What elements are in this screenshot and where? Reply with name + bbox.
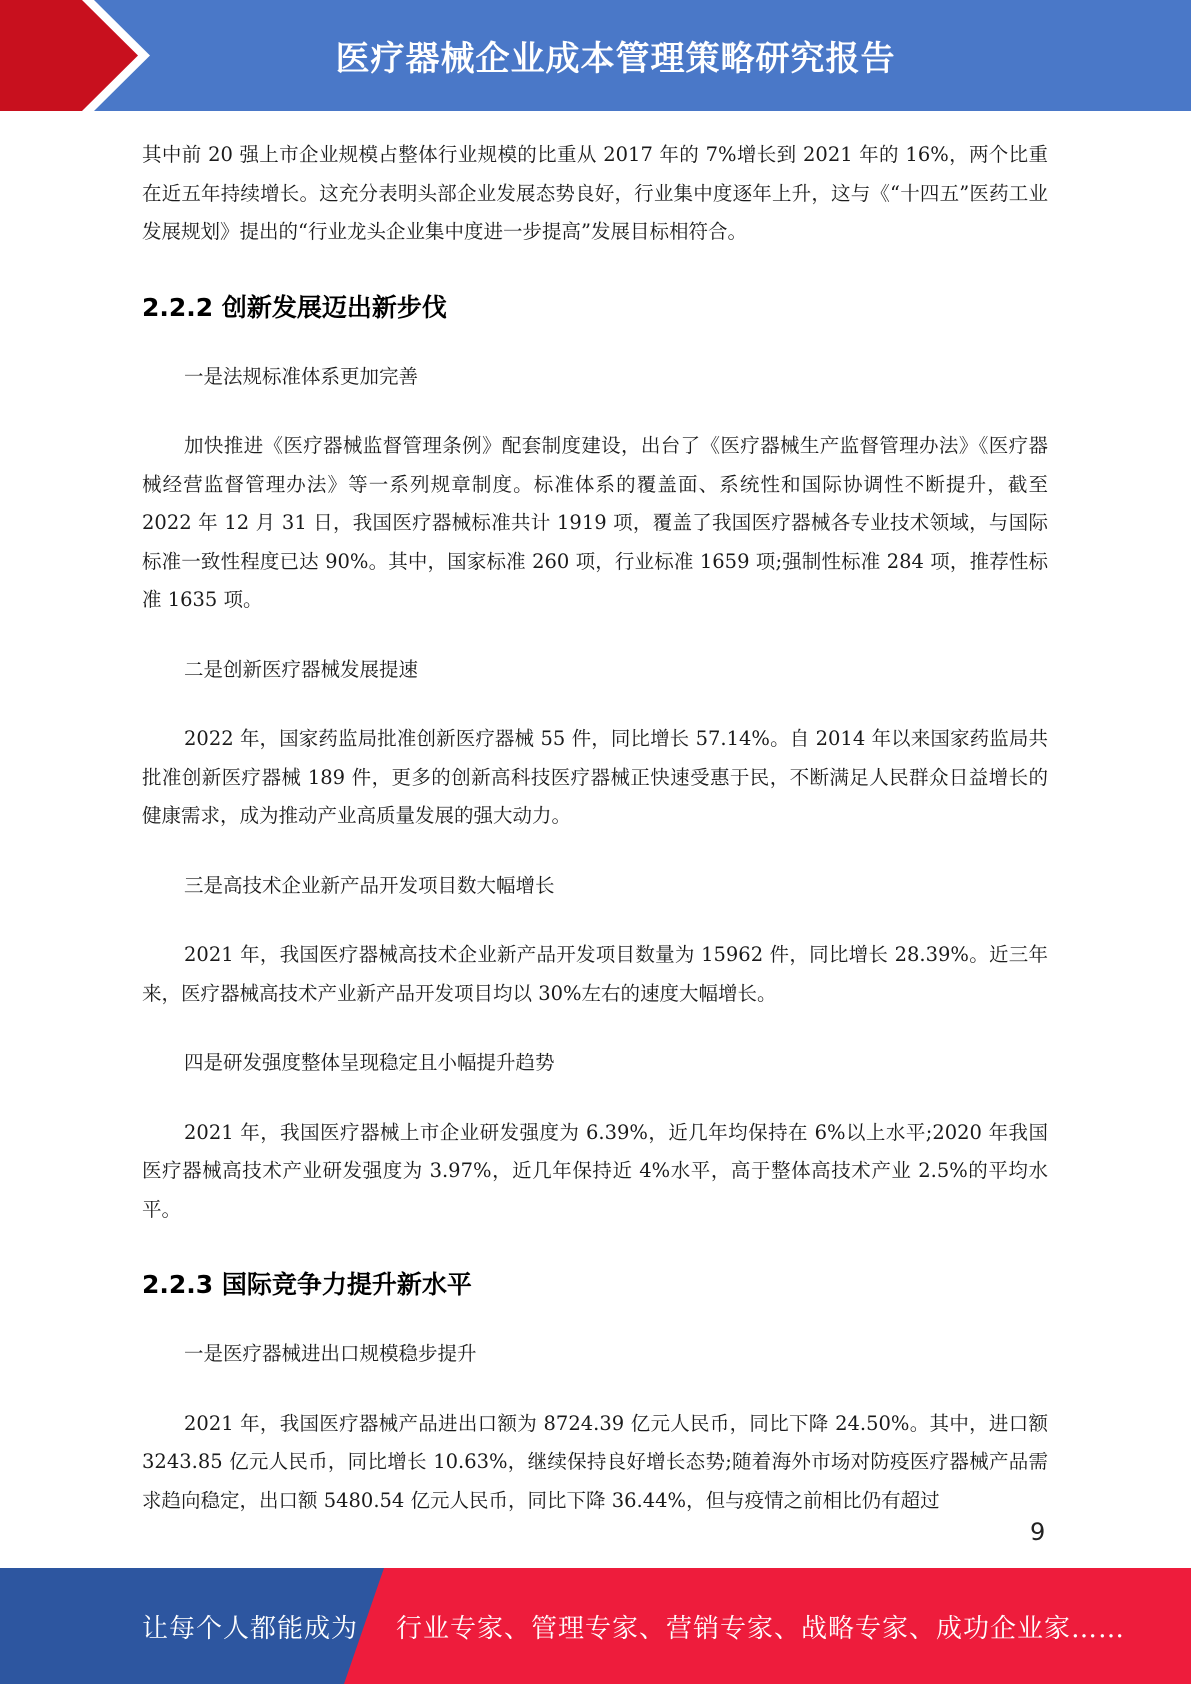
subsection-title: 四是研发强度整体呈现稳定且小幅提升趋势	[184, 1051, 555, 1074]
main-content	[142, 136, 1048, 1520]
subsection-title: 一是法规标准体系更加完善	[184, 364, 419, 388]
subsection-title: 二是创新医疗器械发展提速	[184, 657, 419, 681]
body-paragraph: 2021 年，我国医疗器械高技术企业新产品开发项目数量为 15962 件，同比增长 28.39%。近三年来，医疗器械高技术产业新产品开发项目均以 30%左右的速度大幅增长。	[142, 943, 1048, 1005]
body-paragraph: 2022 年，国家药监局批准创新医疗器械 55 件，同比增长 57.14%。自 2014 年以来国家药监局共批准创新医疗器械 189 件，更多的创新高科技医疗器械正快速受惠于民，不断满足人民群众日益增长的健康需求，成为推动产业高质量发展的强大动力。	[142, 727, 1048, 827]
red-chevron-decoration	[0, 0, 160, 111]
body-paragraph: 2021 年，我国医疗器械产品进出口额为 8724.39 亿元人民币，同比下降 24.50%。其中，进口额 3243.85 亿元人民币，同比增长 10.63%，继续保持良好增长态势;随着海外市场对防疫医疗器械产品需求趋向稳定，出口额 5480.54 亿元人民币，同比下降 36.44%，但与疫情之前相比仍有超过	[142, 1411, 1048, 1512]
body-paragraph: 加快推进《医疗器械监督管理条例》配套制度建设，出台了《医疗器械生产监督管理办法》《医疗器械经营监督管理办法》等一系列规章制度。标准体系的覆盖面、系统性和国际协调性不断提升，截至 2022 年 12 月 31 日，我国医疗器械标准共计 1919 项，覆盖了我国医疗器械各专业技术领域，与国际标准一致性程度已达 90%。其中，国家标准 260 项，行业标准 1659 项;强制性标准 284 项，推荐性标准 1635 项。	[142, 434, 1048, 611]
body-paragraph: 2021 年，我国医疗器械上市企业研发强度为 6.39%，近几年均保持在 6%以上水平;2020 年我国医疗器械高技术产业研发强度为 3.97%，近几年保持近 4%水平，高于整体高技术产业 2.5%的平均水平。	[142, 1120, 1048, 1221]
footer-slogan-right: 行业专家、管理专家、营销专家、战略专家、成功企业家……	[396, 1613, 1126, 1644]
page-number: 9	[1030, 1518, 1046, 1546]
subsection-title: 三是高技术企业新产品开发项目数大幅增长	[184, 873, 555, 897]
section-heading-2-2-2: 2.2.2 创新发展迈出新步伐	[142, 292, 447, 322]
page-footer	[0, 1568, 1191, 1684]
footer-slogan-left: 让每个人都能成为	[142, 1613, 359, 1644]
page-header	[0, 0, 1191, 111]
section-heading-2-2-3: 2.2.3 国际竞争力提升新水平	[142, 1270, 472, 1299]
intro-paragraph: 其中前 20 强上市企业规模占整体行业规模的比重从 2017 年的 7%增长到 2021 年的 16%，两个比重在近五年持续增长。这充分表明头部企业发展态势良好，行业集中度逐年上升，这与《“十四五”医药工业发展规划》提出的“行业龙头企业集中度进一步提高”发展目标相符合。	[142, 143, 1048, 243]
report-title: 医疗器械企业成本管理策略研究报告	[335, 39, 896, 79]
subsection-title: 一是医疗器械进出口规模稳步提升	[184, 1342, 477, 1365]
